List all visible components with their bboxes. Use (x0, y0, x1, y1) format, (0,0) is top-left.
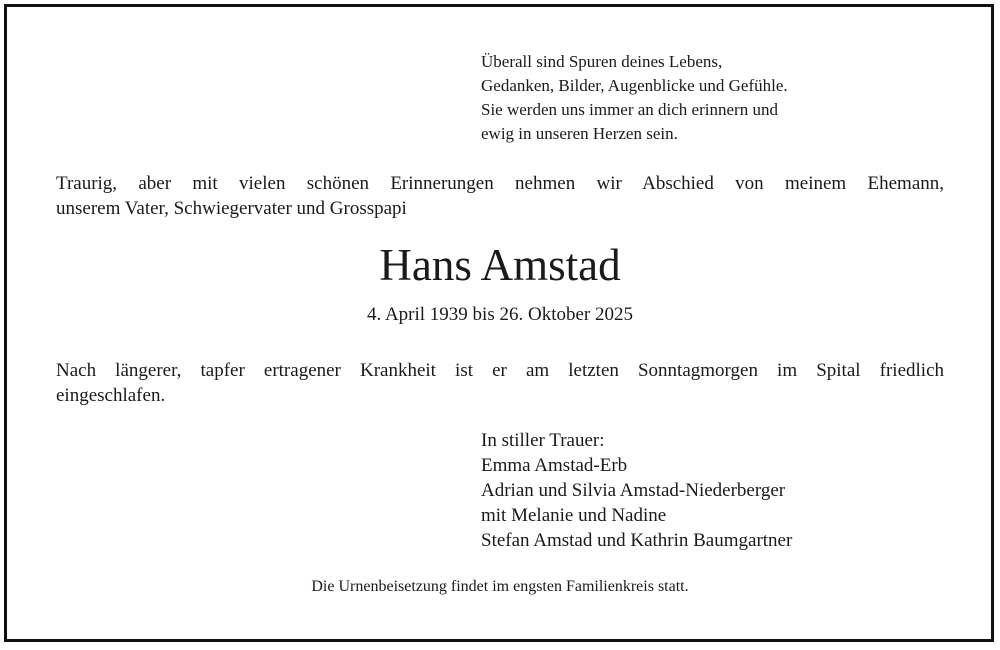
intro-line: Traurig, aber mit vielen schönen Erinnerungen nehmen wir Abschied von meinem Ehemann, (56, 173, 944, 194)
poem-line: Gedanken, Bilder, Augenblicke und Gefühle. (481, 76, 788, 95)
memorial-poem (481, 50, 788, 146)
mourner-name: mit Melanie und Nadine (481, 505, 667, 526)
mourners-heading: In stiller Trauer: (481, 430, 605, 451)
deceased-name: Hans Amstad (379, 240, 621, 290)
poem-line: Überall sind Spuren deines Lebens, (481, 52, 723, 71)
poem-line: ewig in unseren Herzen sein. (481, 124, 678, 143)
mourner-name: Emma Amstad-Erb (481, 455, 628, 476)
burial-notice: Die Urnenbeisetzung findet im engsten Familienkreis statt. (311, 578, 689, 595)
mourners-list (481, 428, 792, 553)
passing-line: Nach längerer, tapfer ertragener Krankheit ist er am letzten Sonntagmorgen im Spital friedlich (56, 360, 944, 381)
passing-line: eingeschlafen. (56, 385, 166, 406)
farewell-intro (56, 171, 944, 221)
intro-line: unserem Vater, Schwiegervater und Grosspapi (56, 198, 407, 219)
poem-line: Sie werden uns immer an dich erinnern und (481, 100, 778, 119)
passing-notice (56, 358, 944, 408)
mourner-name: Stefan Amstad und Kathrin Baumgartner (481, 530, 793, 551)
life-dates: 4. April 1939 bis 26. Oktober 2025 (367, 304, 633, 325)
mourner-name: Adrian und Silvia Amstad-Niederberger (481, 480, 786, 501)
